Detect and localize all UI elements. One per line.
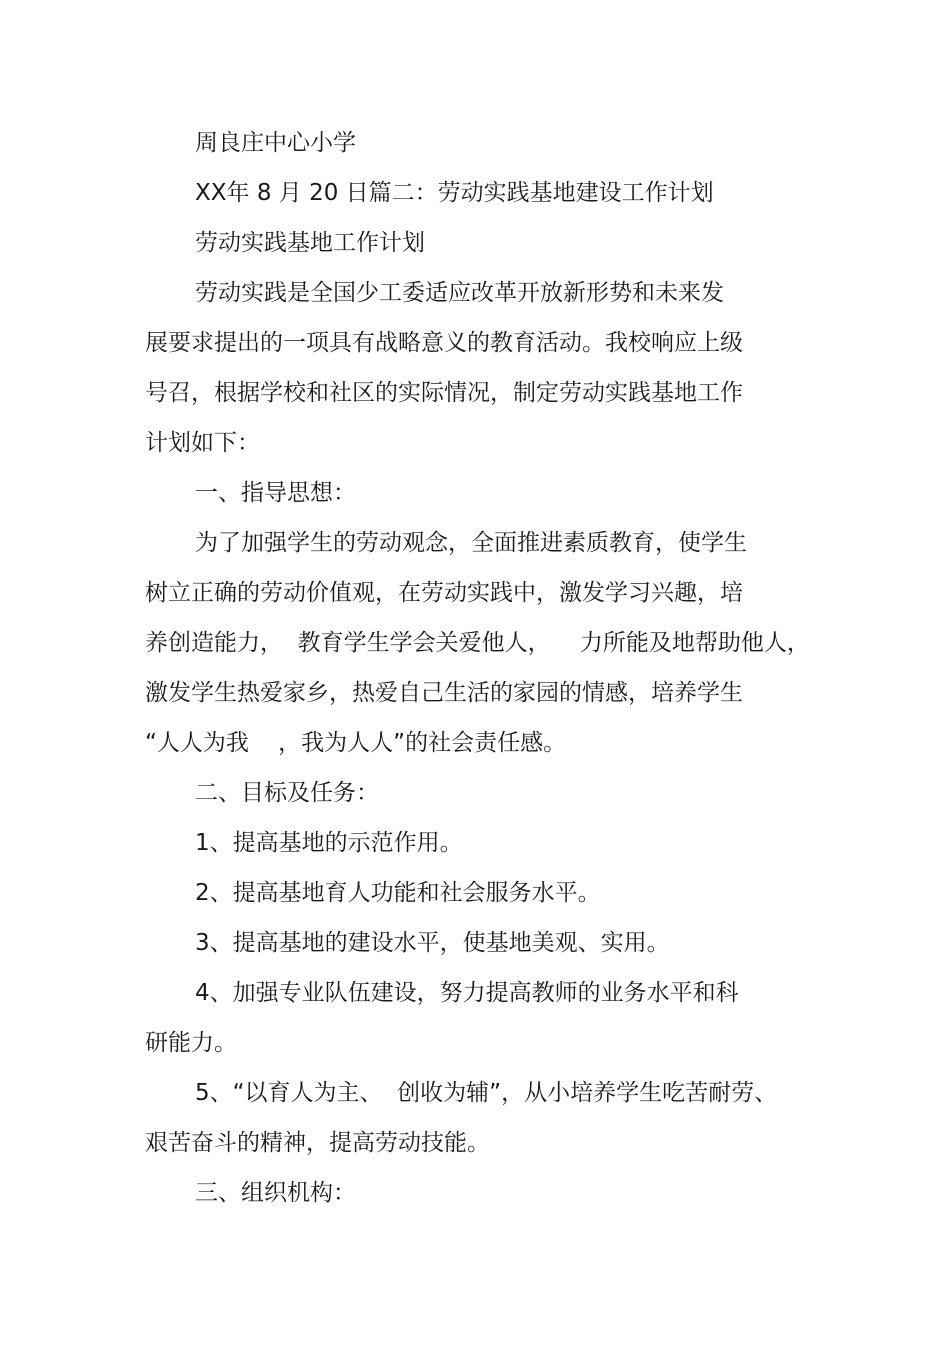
section-heading: 一、指导思想： (195, 480, 356, 506)
list-item: 5、“以育人为主、 创收为辅”，从小培养学生吃苦耐劳、 (195, 1080, 778, 1106)
list-item: 2、提高基地育人功能和社会服务水平。 (195, 880, 601, 906)
section-heading: 三、组织机构： (195, 1180, 356, 1206)
date-and-section-title: XX年 8 月 20 日篇二：劳动实践基地建设工作计划 (195, 180, 714, 206)
school-name: 周良庄中心小学 (195, 130, 356, 156)
guiding-paragraph-line: 树立正确的劳动价值观，在劳动实践中，激发学习兴趣，培 (145, 580, 743, 606)
list-item: 3、提高基地的建设水平，使基地美观、实用。 (195, 930, 670, 956)
guiding-paragraph-line: 为了加强学生的劳动观念，全面推进素质教育，使学生 (195, 530, 747, 556)
list-item: 1、提高基地的示范作用。 (195, 830, 463, 856)
list-item: 4、加强专业队伍建设，努力提高教师的业务水平和科 (195, 980, 739, 1006)
section-heading: 二、目标及任务： (195, 780, 379, 806)
intro-paragraph-line: 计划如下： (145, 430, 260, 456)
intro-paragraph-line: 号召，根据学校和社区的实际情况，制定劳动实践基地工作 (145, 380, 743, 406)
intro-paragraph-line: 劳动实践是全国少工委适应改革开放新形势和未来发 (195, 280, 724, 306)
intro-paragraph-line: 展要求提出的一项具有战略意义的教育活动。我校响应上级 (145, 330, 743, 356)
guiding-paragraph-line: “人人为我 ，我为人人”的社会责任感。 (145, 730, 567, 756)
guiding-paragraph-line: 养创造能力， 教育学生学会关爱他人， 力所能及地帮助他人， (145, 630, 810, 656)
list-item-continuation: 艰苦奋斗的精神，提高劳动技能。 (145, 1130, 490, 1156)
document-title: 劳动实践基地工作计划 (195, 230, 425, 256)
list-item-continuation: 研能力。 (145, 1030, 237, 1056)
guiding-paragraph-line: 激发学生热爱家乡，热爱自己生活的家园的情感，培养学生 (145, 680, 743, 706)
